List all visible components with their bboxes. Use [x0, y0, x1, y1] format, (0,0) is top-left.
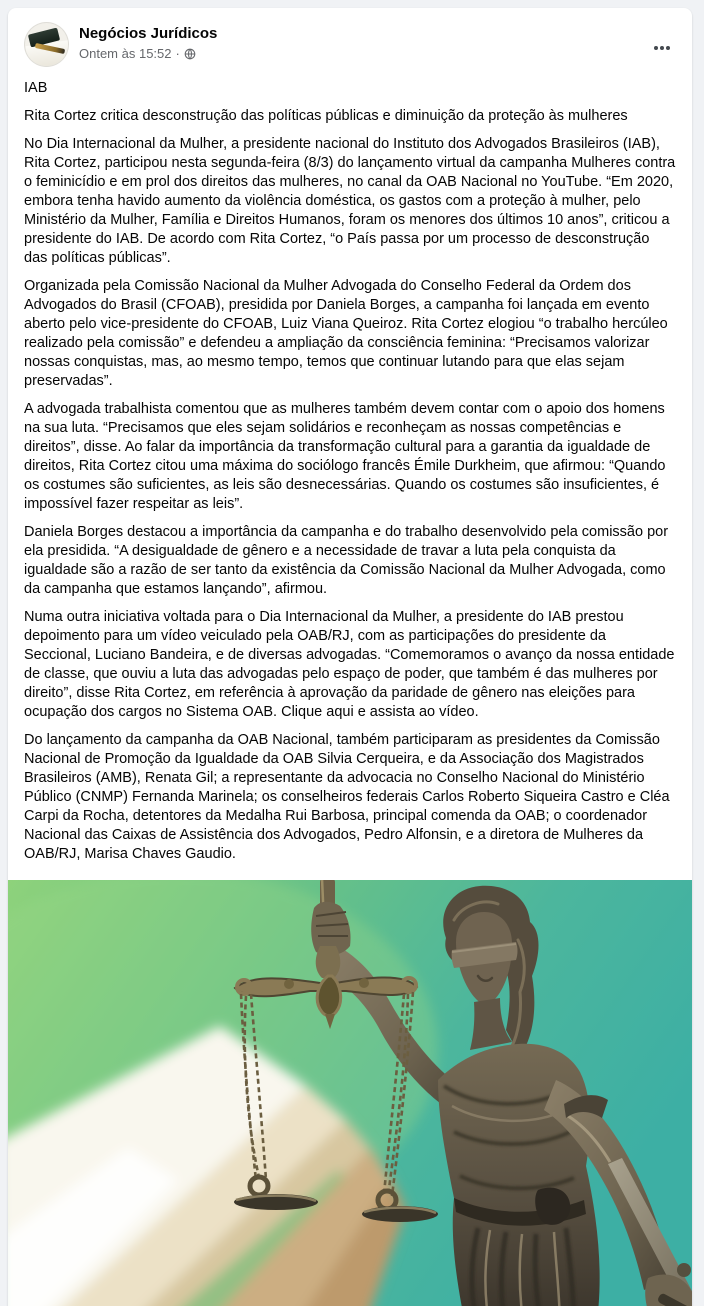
post-text — [8, 71, 692, 880]
globe-icon — [184, 48, 196, 60]
scale-pan-left — [234, 1194, 318, 1210]
post-paragraph: Daniela Borges destacou a importância da campanha e do trabalho desenvolvido pela comissão por ela presidida. “A desigualdade de gênero e a necessidade de travar a luta pela conquista da igualdade são a razão de ser tanto da existência da Comissão Nacional da Mulher Advogada, como da campanha que estamos lançando”, afirmou. — [24, 524, 669, 597]
timestamp-link[interactable]: Ontem às 15:52 — [79, 46, 172, 61]
more-options-button[interactable] — [644, 30, 680, 66]
more-options-icon — [652, 38, 672, 58]
meta-separator: · — [175, 46, 180, 61]
post-paragraph: Numa outra iniciativa voltada para o Dia Internacional da Mulher, a presidente do IAB prestou depoimento para um vídeo veiculado pela OAB/RJ, com as participações do presidente da Seccional, Luciano Bandeira, e de diversas advogadas. “Comemoramos o avanço da nossa entidade de classe, que ouviu a luta das advogadas pelo espaço de poder, que também é das mulheres por direito”, disse Rita Cortez, em referência à aprovação da paridade de gênero nas eleições para ocupação dos cargos no Sistema OAB. Clique aqui e assista ao vídeo. — [24, 609, 675, 720]
scale-pan-right — [362, 1206, 438, 1222]
post-paragraph: No Dia Internacional da Mulher, a presidente nacional do Instituto dos Advogados Brasileiros (IAB), Rita Cortez, participou nesta segunda-feira (8/3) do lançamento virtual da campanha Mulheres contra o feminicídio e em prol dos direitos das mulheres, no canal da OAB Nacional no YouTube. “Em 2020, embora tenha havido aumento da violência doméstica, os gastos com a proteção à mulher, pelo Ministério da Mulher, Família e Direitos Humanos, foram os menores dos últimos 10 anos”, criticou a presidente do IAB. De acordo com Rita Cortez, “o País passa por um processo de desconstrução das políticas públicas”. — [24, 136, 676, 266]
sword-pommel — [677, 1263, 691, 1277]
post-image-lady-justice[interactable] — [8, 880, 692, 1306]
post-paragraph: IAB — [24, 80, 48, 96]
post-paragraph: Rita Cortez critica desconstrução das políticas públicas e diminuição da proteção às mulheres — [24, 108, 628, 124]
avatar[interactable] — [24, 22, 69, 67]
post-paragraph: A advogada trabalhista comentou que as mulheres também devem contar com o apoio dos homens na sua luta. “Precisamos que eles sejam solidários e reconheçam as nossas competências e direitos”, disse. Ao falar da importância da transformação cultural para a garantia da igualdade de direitos, Rita Cortez citou uma máxima do sociólogo francês Émile Durkheim, que afirmou: “Quando os costumes são suficientes, as leis são desnecessárias. Quando os costumes são insuficientes, é impossível fazer respeitar as leis”. — [24, 401, 666, 512]
lady-justice-illustration — [8, 880, 692, 1306]
header-meta — [79, 22, 217, 62]
post-paragraph: Organizada pela Comissão Nacional da Mulher Advogada do Conselho Federal da Ordem dos Advogados do Brasil (CFOAB), presidida por Daniela Borges, a campanha foi lançada em evento aberto pelo vice-presidente do CFOAB, Luiz Viana Queiroz. Rita Cortez elogiou “o trabalho hercúleo realizado pela comissão” e defendeu a ampliação da consciência feminina: “Precisamos valorizar nossas conquistas, mas, ao mesmo tempo, temos que continuar lutando para que elas sejam preservadas”. — [24, 278, 668, 389]
post-header — [8, 8, 692, 71]
post-meta-line — [79, 46, 217, 62]
post-paragraph: Do lançamento da campanha da OAB Nacional, também participaram as presidentes da Comissão Nacional de Promoção da Igualdade da OAB Silvia Cerqueira, e da Associação dos Magistrados Brasileiros (AMB), Renata Gil; a representante da advocacia no Conselho Nacional do Ministério Público (CNMP) Fernanda Marinela; os conselheiros federais Carlos Roberto Siqueira Castro e Cléa Carpi da Rocha, detentores da Medalha Rui Barbosa, principal comenda da OAB; o coordenador Nacional das Caixas de Assistência dos Advogados, Pedro Alfonsin, e a diretora de Mulheres da OAB/RJ, Marisa Chaves Gaudio. — [24, 732, 670, 862]
post-card — [8, 8, 692, 1306]
scale-center-ornament — [317, 976, 340, 1016]
page-name-link[interactable]: Negócios Jurídicos — [79, 25, 218, 42]
